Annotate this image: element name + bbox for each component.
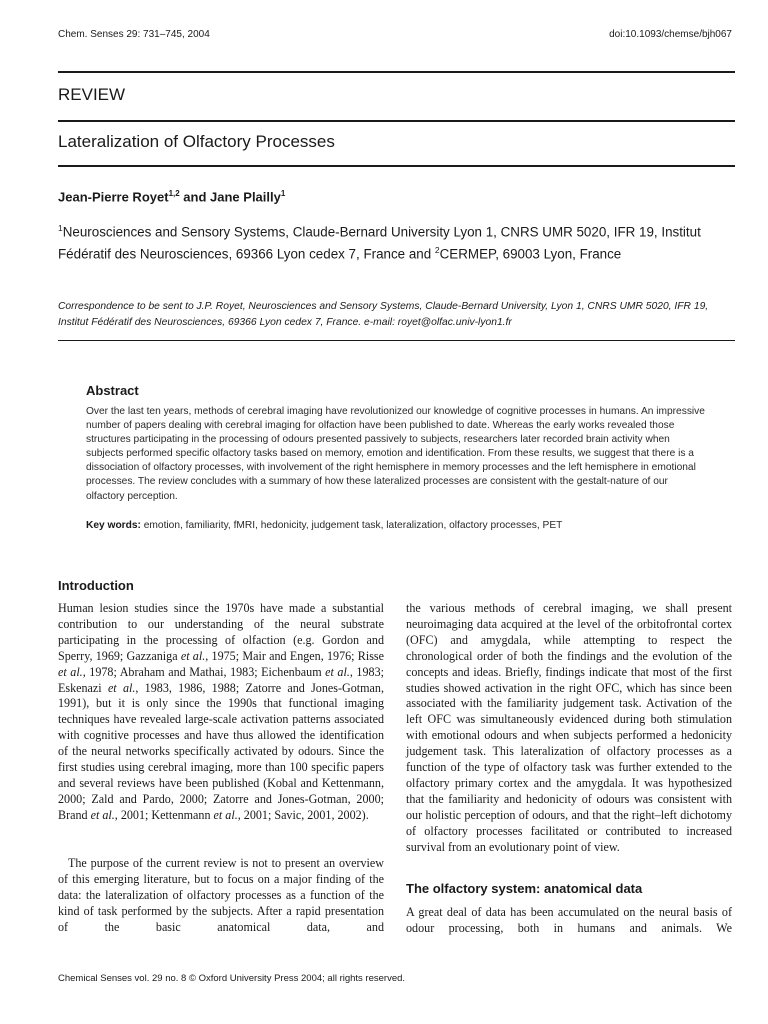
affiliations	[58, 219, 738, 264]
author-name: Jean-Pierre Royet	[58, 189, 169, 205]
author-list	[58, 189, 285, 204]
keywords-label: Key words:	[86, 520, 141, 531]
introduction-column-right	[406, 601, 732, 856]
body-paragraph: A great deal of data has been accumulated on the neural basis of odour processing, both in humans and animals. We	[406, 905, 732, 935]
correspondence-note: Correspondence to be sent to J.P. Royet, Neurosciences and Sensory Systems, Claude-Bernard University, Lyon 1, CNRS UMR 5020, IFR 19, Institut Fédératif des Neurosciences, 69366 Lyon cedex 7, France. e-mail: royet@olfac.univ-lyon1.fr	[58, 301, 709, 328]
header-rule-bottom	[58, 165, 735, 167]
affiliation-marker: 1,2	[168, 189, 180, 198]
abstract-heading: Abstract	[86, 383, 139, 398]
affiliation-text: CERMEP, 69003 Lyon, France	[439, 246, 622, 262]
affiliation-marker: 1	[280, 189, 286, 198]
introduction-column-left	[58, 601, 384, 824]
copyright-footer: Chemical Senses vol. 29 no. 8 © Oxford University Press 2004; all rights reserved.	[58, 973, 406, 984]
header-rule-top	[58, 71, 735, 73]
olfactory-system-column	[406, 905, 732, 937]
body-paragraph: Human lesion studies since the 1970s have made a substantial contribution to our understanding of the neural substrate participating in the processing of olfaction (e.g. Gordon and Sperry, 1969; Gazzaniga et al., 1975; Mair and Engen, 1976; Risse et al., 1978; Abraham and Mathai, 1983; Eichenbaum et al., 1983; Eskenazi et al., 1983, 1986, 1988; Zatorre and Jones-Gotman, 1991), but it is only since the 1990s that functional imaging techniques have revealed large-scale activation patterns associated with cognitive processes and have thus allowed the identification of the neural networks specifically activated by odours. Since the first studies using cerebral imaging, more than 100 specific papers and several reviews have been published (Kobal and Kettenmann, 2000; Zald and Pardo, 2000; Zatorre and Jones-Gotman, 2000; Brand et al., 2001; Kettenmann et al., 2001; Savic, 2001, 2002).	[58, 601, 385, 822]
affiliation-marker: 2	[434, 245, 440, 256]
doi-link[interactable]: doi:10.1093/chemse/bjh067	[609, 29, 732, 40]
author-conjunction: and	[179, 189, 211, 205]
introduction-heading: Introduction	[58, 578, 134, 593]
keywords-list: emotion, familiarity, fMRI, hedonicity, judgement task, lateralization, olfactory processes, PET	[140, 520, 563, 531]
header-rule-middle	[58, 120, 735, 122]
article-title: Lateralization of Olfactory Processes	[58, 132, 335, 151]
abstract-text: Over the last ten years, methods of cerebral imaging have revolutionized our knowledge of cognitive processes in humans. An impressive number of papers dealing with cerebral imaging for olfaction have been published to date. Whereas the early works revealed those structures participating in the processing of odours presented passively to subjects, researchers later recorded brain activity when subjects performed specific olfactory tasks based on memory, emotion and identification. From these results, we suggest that there is a dissociation of olfactory processes, with involvement of the right hemisphere in memory processes and the left hemisphere in emotional processes. The review concludes with a summary of how these lateralized processes are consistent with the gestalt-nature of our olfactory perception.	[86, 406, 705, 502]
body-paragraph: the various methods of cerebral imaging, we shall present neuroimaging data acquired at the level of the orbitofrontal cortex (OFC) and amygdala, while attempting to respect the chronological order of both the findings and the evolution of the concepts and ideas. Briefly, findings indicate that most of the first studies showed activation in the right OFC, which has since been associated with the familiarity judgement task. Activation of the left OFC was simultaneously evidenced during both stimulation with emotional odours and when subjects performed a hedonicity judgement task. This lateralization of olfactory processes as a function of the type of olfactory task was further extended to the olfactory primary cortex and the amygdala. It was hypothesized that the familiarity and hedonicity of odours was consistent with our holistic perception of odours, and that the right–left dichotomy of olfactory processes facilitated or contributed to increased survival from an evolutionary point of view.	[406, 601, 732, 854]
body-paragraph: The purpose of the current review is not to present an overview of this emerging literature, but to focus on a major finding of the data: the lateralization of olfactory processes as a function of the kind of task performed by the subjects. After a rapid presentation of the basic anatomical data, and	[58, 856, 384, 934]
olfactory-system-heading: The olfactory system: anatomical data	[406, 881, 643, 896]
section-label: REVIEW	[58, 85, 126, 104]
journal-reference: Chem. Senses 29: 731–745, 2004	[58, 29, 210, 40]
correspondence-rule	[58, 340, 735, 341]
introduction-column-left-continued	[58, 856, 384, 936]
affiliation-marker: 1	[58, 223, 63, 233]
keywords	[86, 519, 706, 533]
affiliation-text: Neurosciences and Sensory Systems, Claude-Bernard University Lyon 1, CNRS UMR 5020, IFR 19, Institut Fédératif des Neurosciences, 69366 Lyon cedex 7, France and	[58, 224, 701, 262]
author-name: Jane Plailly	[210, 189, 281, 205]
